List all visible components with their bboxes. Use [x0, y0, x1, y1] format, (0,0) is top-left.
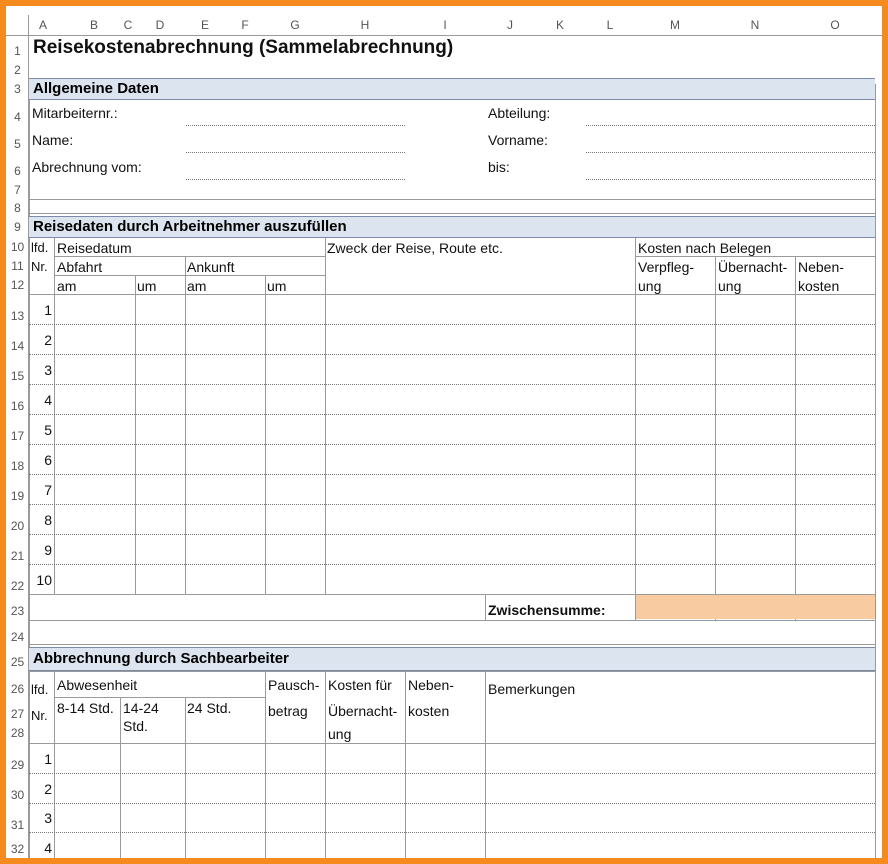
clerk-lfd-label: lfd.	[31, 682, 49, 697]
verpfleg-label-2: ung	[638, 278, 662, 294]
department-label: Abteilung:	[488, 105, 551, 121]
bemerkungen-label: Bemerkungen	[488, 681, 576, 697]
row-24-border	[29, 644, 875, 645]
row-header-4[interactable]: 4	[14, 110, 21, 124]
row-header-30[interactable]: 30	[10, 788, 25, 802]
travel-col-divider	[54, 238, 55, 594]
col-header-a[interactable]: A	[38, 18, 47, 32]
col-header-j[interactable]: J	[507, 18, 513, 32]
clerk-neben-label-1: Neben-	[408, 677, 454, 693]
clerk-nr-label: Nr.	[31, 708, 48, 723]
subtotal-label: Zwischensumme:	[488, 602, 606, 618]
period-to-field[interactable]	[586, 179, 875, 180]
col-header-o[interactable]: O	[830, 18, 840, 32]
employee-no-field[interactable]	[186, 125, 405, 126]
uebernacht-label-2: ung	[718, 278, 742, 294]
kosten-underline	[635, 256, 875, 257]
reisedatum-underline	[54, 256, 325, 257]
clerk-neben-label-2: kosten	[408, 703, 450, 719]
travel-row-number: 2	[44, 332, 52, 348]
spreadsheet	[6, 6, 882, 858]
row-header-27[interactable]: 27	[10, 707, 25, 721]
travel-col-divider	[635, 238, 636, 620]
row-header-24[interactable]: 24	[10, 630, 25, 644]
section-travel	[29, 216, 875, 238]
row-header-29[interactable]: 29	[10, 758, 25, 772]
ankunft-am-label: am	[187, 278, 207, 294]
row-header-32[interactable]: 32	[10, 842, 25, 856]
clerk-col-divider	[405, 671, 406, 858]
section-general-title: Allgemeine Daten	[33, 80, 159, 97]
table-right-border	[875, 84, 876, 858]
travel-row-number: 8	[44, 512, 52, 528]
travel-row-number: 9	[44, 542, 52, 558]
row-header-31[interactable]: 31	[10, 818, 25, 832]
col-header-n[interactable]: N	[750, 18, 760, 32]
clerk-col-divider	[485, 671, 486, 858]
abwesenheit-label: Abwesenheit	[57, 677, 138, 693]
period-from-field[interactable]	[186, 179, 405, 180]
row-header-15[interactable]: 15	[10, 369, 25, 383]
period-from-label: Abrechnung vom:	[32, 159, 142, 175]
col-header-c[interactable]: C	[123, 18, 133, 32]
travel-row-number: 7	[44, 482, 52, 498]
travel-row-number: 5	[44, 422, 52, 438]
col-header-e[interactable]: E	[200, 18, 209, 32]
travel-col-divider	[715, 256, 716, 620]
pausch-label-2: betrag	[268, 703, 308, 719]
travel-row-line	[29, 444, 875, 445]
col-header-b[interactable]: B	[89, 18, 98, 32]
col-header-divider	[6, 35, 882, 36]
clerk-header-bottom	[29, 743, 875, 744]
travel-row-line	[29, 324, 875, 325]
general-bottom-border	[29, 199, 875, 200]
clerk-row-number: 4	[44, 840, 52, 856]
employee-no-label: Mitarbeiternr.:	[32, 105, 118, 121]
clerk-row-line	[29, 832, 875, 833]
col-header-g[interactable]: G	[290, 18, 300, 32]
kosten-fuer-label-1: Kosten für	[328, 677, 392, 693]
row-header-23[interactable]: 23	[10, 604, 25, 618]
row-header-5[interactable]: 5	[14, 137, 21, 151]
first-name-field[interactable]	[586, 152, 875, 153]
clerk-row-line	[29, 803, 875, 804]
page-title: Reisekostenabrechnung (Sammelabrechnung)	[33, 37, 454, 58]
row-header-6[interactable]: 6	[14, 164, 21, 178]
verpfleg-label-1: Verpfleg-	[638, 259, 695, 275]
abfahrt-um-label: um	[137, 278, 157, 294]
row-8-border	[29, 213, 875, 214]
row-header-10[interactable]: 10	[10, 240, 25, 254]
travel-row-line	[29, 534, 875, 535]
travel-col-divider	[325, 238, 326, 594]
row-header-11[interactable]: 11	[11, 259, 24, 273]
row-header-18[interactable]: 18	[10, 459, 25, 473]
row-header-20[interactable]: 20	[10, 519, 25, 533]
col-header-f[interactable]: F	[241, 18, 249, 32]
travel-row-number: 10	[36, 572, 52, 588]
row-header-3[interactable]: 3	[14, 82, 21, 96]
section-travel-title: Reisedaten durch Arbeitnehmer auszufüllen	[33, 218, 347, 235]
h24-label: 24 Std.	[187, 700, 232, 716]
neben-label-2: kosten	[798, 278, 840, 294]
clerk-col-divider	[120, 697, 121, 858]
row-header-12[interactable]: 12	[10, 278, 25, 292]
name-field[interactable]	[186, 152, 405, 153]
travel-col-divider	[185, 256, 186, 594]
abfahrt-underline	[54, 275, 325, 276]
row-header-22[interactable]: 22	[10, 579, 25, 593]
travel-nr-label: Nr.	[31, 259, 48, 274]
h14-24-label-2: Std.	[123, 718, 148, 734]
kosten-fuer-label-2: Übernacht-	[328, 703, 398, 719]
travel-row-line	[29, 474, 875, 475]
clerk-row-line	[29, 773, 875, 774]
ankunft-label: Ankunft	[187, 259, 235, 275]
table-left-border	[29, 84, 30, 858]
uebernacht-label-1: Übernacht-	[718, 259, 788, 275]
col-header-m[interactable]: M	[670, 18, 680, 32]
col-header-k[interactable]: K	[555, 18, 564, 32]
row-header-7[interactable]: 7	[14, 183, 21, 197]
col-header-i[interactable]: I	[443, 18, 447, 32]
h8-14-label: 8-14 Std.	[57, 700, 114, 716]
department-field[interactable]	[586, 125, 875, 126]
travel-row-number: 1	[44, 302, 52, 318]
travel-col-divider	[135, 275, 136, 594]
first-name-label: Vorname:	[488, 132, 548, 148]
row-header-2[interactable]: 2	[14, 63, 21, 77]
travel-row-number: 4	[44, 392, 52, 408]
col-header-d[interactable]: D	[155, 18, 165, 32]
row-header-19[interactable]: 19	[10, 489, 25, 503]
kosten-label: Kosten nach Belegen	[638, 240, 772, 256]
section-general	[29, 78, 875, 100]
travel-row-line	[29, 414, 875, 415]
abwesenheit-underline	[54, 697, 265, 698]
col-header-h[interactable]: H	[360, 18, 370, 32]
ankunft-um-label: um	[267, 278, 287, 294]
travel-row-line	[29, 354, 875, 355]
travel-col-divider	[795, 256, 796, 620]
row-header-21[interactable]: 21	[10, 549, 25, 563]
row-header-1[interactable]: 1	[14, 44, 21, 58]
travel-row-number: 6	[44, 452, 52, 468]
clerk-row-number: 2	[44, 781, 52, 797]
clerk-row-number: 1	[44, 751, 52, 767]
kosten-fuer-label-3: ung	[328, 726, 352, 742]
zweck-label: Zweck der Reise, Route etc.	[327, 240, 503, 256]
clerk-header-top	[29, 671, 875, 672]
h14-24-label-1: 14-24	[123, 700, 159, 716]
subtotal-divider	[485, 594, 486, 620]
period-to-label: bis:	[488, 159, 510, 175]
pausch-label-1: Pausch-	[268, 677, 320, 693]
row-header-25[interactable]: 25	[10, 655, 25, 669]
travel-col-divider	[265, 275, 266, 594]
row-header-26[interactable]: 26	[10, 682, 25, 696]
clerk-col-divider	[325, 671, 326, 858]
section-clerk-title: Abbrechnung durch Sachbearbeiter	[33, 650, 289, 667]
travel-row-line	[29, 384, 875, 385]
row-header-8[interactable]: 8	[14, 201, 21, 215]
clerk-col-divider	[54, 671, 55, 858]
travel-lfd-label: lfd.	[31, 240, 49, 255]
clerk-row-number: 3	[44, 810, 52, 826]
clerk-col-divider	[185, 697, 186, 858]
row-header-13[interactable]: 13	[10, 309, 25, 323]
col-header-l[interactable]: L	[606, 18, 614, 32]
travel-row-number: 3	[44, 362, 52, 378]
subtotal-cells[interactable]	[636, 595, 875, 619]
row-header-14[interactable]: 14	[10, 339, 25, 353]
row-header-28[interactable]: 28	[10, 726, 25, 740]
row-header-16[interactable]: 16	[10, 399, 25, 413]
name-label: Name:	[32, 132, 74, 148]
row-header-9[interactable]: 9	[14, 220, 21, 234]
abfahrt-label: Abfahrt	[57, 259, 103, 275]
travel-row-line	[29, 504, 875, 505]
abfahrt-am-label: am	[57, 278, 77, 294]
travel-header-bottom	[29, 294, 875, 295]
travel-row-line	[29, 564, 875, 565]
clerk-col-divider	[265, 671, 266, 858]
reisedatum-label: Reisedatum	[57, 240, 132, 256]
subtotal-bottom	[29, 620, 875, 621]
neben-label-1: Neben-	[798, 259, 844, 275]
row-header-17[interactable]: 17	[10, 429, 25, 443]
section-clerk	[29, 647, 875, 671]
